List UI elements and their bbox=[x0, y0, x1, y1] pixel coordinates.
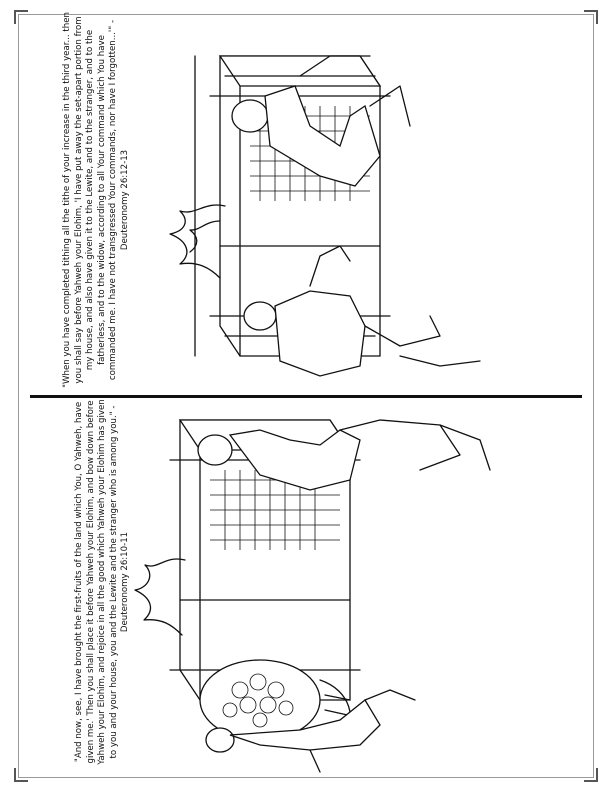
verse-block-top bbox=[62, 12, 146, 388]
verse-block-bottom bbox=[74, 394, 158, 770]
altar-fire-icon bbox=[170, 205, 225, 278]
verse-text-firstfruits: "And now, see, I have brought the first-fruits of the land which You, O Yahweh, have given me.' Then you shall place it before Yahweh your Elohim, and bow down before Yahweh your Elohim, and rejoice in all the good which Yahweh your Elohim has given to you and your house, you and the Lewite and the stranger who is among you." - Deuteronomy 26:10-11 bbox=[74, 399, 131, 765]
panel-tithe-scene bbox=[20, 12, 592, 392]
panel-firstfruits-scene bbox=[20, 400, 592, 776]
verse-text-tithe: "When you have completed tithing all the tithe of your increase in the third year... then you shall say before Yahweh your Elohim, 'I have put away the set-apart portion from my house, and also have given it to the Lewite, and to the stranger, and to the fatherless, and to the widow, according to all Your command which You have commanded me. I have not transgressed Your commands, nor have I forgotten...'" - Deuteronomy 26:12-13 bbox=[62, 12, 130, 388]
